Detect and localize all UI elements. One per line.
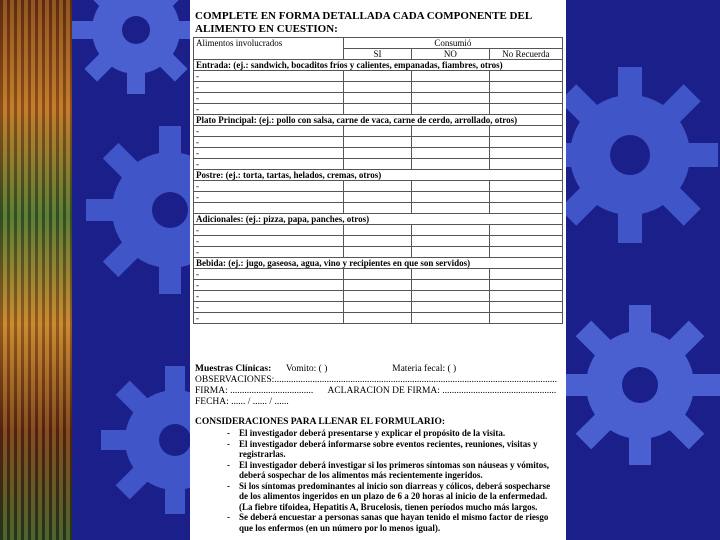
food-item-field[interactable]: - <box>194 280 344 291</box>
food-item-field[interactable]: - <box>194 71 344 82</box>
food-item-field[interactable]: - <box>194 104 344 115</box>
food-item-field[interactable]: - <box>194 225 344 236</box>
category-label: Entrada: (ej.: sandwich, bocaditos fríos y calientes, empanadas, fiambres, otros) <box>194 60 563 71</box>
consideration-text: El investigador deberá investigar si los primeros síntomas son náuseas y vómitos, deberá sospechar de los alimentos más recientemente ingeridos. <box>239 459 550 480</box>
food-item-row <box>194 225 563 236</box>
food-item-field[interactable]: - <box>194 137 344 148</box>
yes-header: SI <box>343 49 411 60</box>
observations-field[interactable]: ....................................................................................................................... <box>274 375 557 385</box>
food-item-row <box>194 126 563 137</box>
food-item-field[interactable]: - <box>194 269 344 280</box>
food-item-field[interactable]: - <box>194 93 344 104</box>
observations-row[interactable] <box>195 375 561 386</box>
yes-cell[interactable] <box>343 192 411 203</box>
no-cell[interactable] <box>412 93 490 104</box>
food-item-row <box>194 82 563 93</box>
no-cell[interactable] <box>412 181 490 192</box>
clarification-field[interactable]: ................................................ <box>442 386 557 396</box>
bullet-dash: - <box>227 512 230 522</box>
yes-cell[interactable] <box>343 71 411 82</box>
not-remember-cell[interactable] <box>489 126 562 137</box>
category-row <box>194 214 563 225</box>
category-row <box>194 60 563 71</box>
decorative-left-strip <box>0 0 72 540</box>
category-row <box>194 258 563 269</box>
yes-cell[interactable] <box>343 236 411 247</box>
food-item-field[interactable] <box>194 203 344 214</box>
food-item-row <box>194 291 563 302</box>
clarification-label: ACLARACIÓN DE FIRMA: <box>327 386 443 396</box>
category-label: Postre: (ej.: torta, tartas, helados, cremas, otros) <box>194 170 563 181</box>
bullet-dash: - <box>227 438 230 449</box>
no-cell[interactable] <box>412 148 490 159</box>
consideration-item <box>227 428 561 439</box>
not-remember-cell[interactable] <box>489 93 562 104</box>
food-item-field[interactable]: - <box>194 159 344 170</box>
no-cell[interactable] <box>412 192 490 203</box>
date-label: FECHA: <box>195 397 229 407</box>
food-item-row <box>194 159 563 170</box>
gear-icon <box>66 0 206 100</box>
consideration-text: El investigador deberá presentarse y explicar el propósito de la visita. <box>239 428 506 438</box>
food-item-row <box>194 280 563 291</box>
consideration-text: Si los síntomas predominantes al inicio son diarreas y cólicos, deberá sospecharse de los alimentos ingeridos en un plazo de 6 a 20 horas al inicio de la enfermedad. (La fiebre tifoidea, Hepatitis A, Brucelosis, tienen períodos mucho más largos. <box>239 480 551 512</box>
consideration-item <box>227 512 561 533</box>
yes-cell[interactable] <box>343 82 411 93</box>
not-remember-cell[interactable] <box>489 313 562 324</box>
no-cell[interactable] <box>412 203 490 214</box>
date-field[interactable]: ...... / ...... / ...... <box>228 397 289 407</box>
consideration-item <box>227 439 561 460</box>
form-title <box>195 10 555 36</box>
no-cell[interactable] <box>412 104 490 115</box>
not-remember-cell[interactable] <box>489 236 562 247</box>
category-row <box>194 115 563 126</box>
yes-cell[interactable] <box>343 280 411 291</box>
food-item-row <box>194 269 563 280</box>
date-row <box>195 397 561 408</box>
food-item-row <box>194 313 563 324</box>
decorative-texture <box>0 0 72 540</box>
no-cell[interactable] <box>412 291 490 302</box>
category-row <box>194 170 563 181</box>
food-item-field[interactable]: - <box>194 302 344 313</box>
considerations-list <box>195 428 561 533</box>
food-item-row <box>194 203 563 214</box>
yes-cell[interactable] <box>343 159 411 170</box>
food-item-row <box>194 104 563 115</box>
not-remember-cell[interactable] <box>489 192 562 203</box>
no-cell[interactable] <box>412 137 490 148</box>
yes-cell[interactable] <box>343 93 411 104</box>
food-item-row <box>194 93 563 104</box>
not-remember-cell[interactable] <box>489 302 562 313</box>
consideration-text: Se deberá encuestar a personas sanas que hayan tenido el mismo factor de riesgo que los enfermos (en un número por lo menos igual). <box>239 512 549 533</box>
consideration-item <box>227 481 561 513</box>
gear-icon <box>555 300 720 470</box>
food-item-field[interactable]: - <box>194 313 344 324</box>
bullet-dash: - <box>227 480 230 491</box>
no-cell[interactable] <box>412 247 490 258</box>
food-item-row <box>194 148 563 159</box>
not-remember-cell[interactable] <box>489 82 562 93</box>
vomit-checkbox[interactable]: Vomito: ( ) <box>285 364 328 374</box>
no-cell[interactable] <box>412 82 490 93</box>
bullet-dash: - <box>227 428 230 438</box>
no-cell[interactable] <box>412 313 490 324</box>
yes-cell[interactable] <box>343 269 411 280</box>
no-cell[interactable] <box>412 236 490 247</box>
no-cell[interactable] <box>412 302 490 313</box>
food-item-row <box>194 236 563 247</box>
food-item-row <box>194 71 563 82</box>
category-label: Bebida: (ej.: jugo, gaseosa, agua, vino y recipientes en que son servidos) <box>194 258 563 269</box>
yes-cell[interactable] <box>343 313 411 324</box>
food-item-field[interactable]: - <box>194 181 344 192</box>
not-remember-cell[interactable] <box>489 71 562 82</box>
foods-table <box>193 37 563 324</box>
yes-cell[interactable] <box>343 148 411 159</box>
no-cell[interactable] <box>412 159 490 170</box>
not-remember-cell[interactable] <box>489 247 562 258</box>
yes-cell[interactable] <box>343 247 411 258</box>
consumed-header: Consumió <box>343 38 562 49</box>
category-label: Plato Principal: (ej.: pollo con salsa, carne de vaca, carne de cerdo, arrollado, otros) <box>194 115 563 126</box>
food-item-row <box>194 247 563 258</box>
not-remember-cell[interactable] <box>489 203 562 214</box>
signature-row <box>195 386 561 397</box>
consideration-text: El investigador deberá informarse sobre eventos recientes, reuniones, visitas y registrarlas. <box>239 438 538 459</box>
no-cell[interactable] <box>412 225 490 236</box>
food-item-row <box>194 181 563 192</box>
not-remember-header: No Recuerda <box>489 49 562 60</box>
food-item-field[interactable]: - <box>194 126 344 137</box>
yes-cell[interactable] <box>343 291 411 302</box>
yes-cell[interactable] <box>343 302 411 313</box>
table-header-row <box>194 38 563 49</box>
yes-cell[interactable] <box>343 104 411 115</box>
considerations-title: CONSIDERACIONES PARA LLENAR EL FORMULARIO: <box>195 417 446 427</box>
yes-cell[interactable] <box>343 225 411 236</box>
no-cell[interactable] <box>412 280 490 291</box>
not-remember-cell[interactable] <box>489 104 562 115</box>
no-cell[interactable] <box>412 126 490 137</box>
not-remember-cell[interactable] <box>489 225 562 236</box>
consideration-item <box>227 460 561 481</box>
yes-cell[interactable] <box>343 181 411 192</box>
food-item-field[interactable]: - <box>194 247 344 258</box>
survey-form-page <box>190 0 566 540</box>
food-item-field[interactable]: - <box>194 291 344 302</box>
food-item-field[interactable]: - <box>194 148 344 159</box>
yes-cell[interactable] <box>343 203 411 214</box>
no-cell[interactable] <box>412 71 490 82</box>
yes-cell[interactable] <box>343 137 411 148</box>
food-item-field[interactable]: - <box>194 192 344 203</box>
food-item-field[interactable]: - <box>194 82 344 93</box>
foods-header: Alimentos involucrados <box>194 38 344 60</box>
feces-checkbox[interactable]: Materia fecal: ( ) <box>392 364 457 374</box>
observations-label: OBSERVACIONES: <box>195 375 275 385</box>
no-header: NO <box>412 49 490 60</box>
yes-cell[interactable] <box>343 126 411 137</box>
signature-label: FIRMA: <box>195 386 231 396</box>
category-label: Adicionales: (ej.: pizza, papa, panches, otros) <box>194 214 563 225</box>
not-remember-cell[interactable] <box>489 280 562 291</box>
not-remember-cell[interactable] <box>489 269 562 280</box>
food-item-row <box>194 137 563 148</box>
food-item-row <box>194 302 563 313</box>
samples-row <box>195 364 561 375</box>
not-remember-cell[interactable] <box>489 148 562 159</box>
not-remember-cell[interactable] <box>489 181 562 192</box>
signature-field[interactable]: ................................... <box>230 386 314 396</box>
title-line-1: COMPLETE EN FORMA DETALLADA CADA COMPONENTE DEL <box>195 10 533 22</box>
title-line-2: ALIMENTO EN CUESTION: <box>195 23 338 35</box>
no-cell[interactable] <box>412 269 490 280</box>
form-footer <box>195 364 561 533</box>
samples-label: Muestras Clínicas: <box>195 364 272 374</box>
food-item-field[interactable]: - <box>194 236 344 247</box>
not-remember-cell[interactable] <box>489 291 562 302</box>
food-item-row <box>194 192 563 203</box>
not-remember-cell[interactable] <box>489 159 562 170</box>
not-remember-cell[interactable] <box>489 137 562 148</box>
bullet-dash: - <box>227 459 230 470</box>
